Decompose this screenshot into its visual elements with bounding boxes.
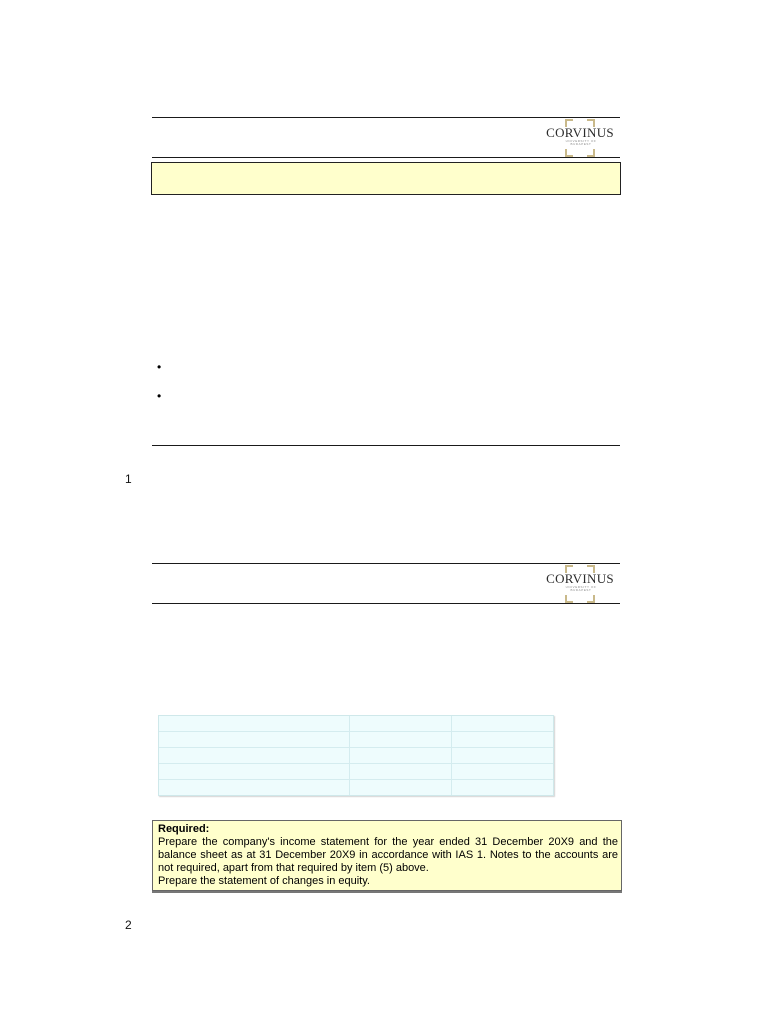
corvinus-logo	[544, 117, 620, 157]
table-row-divider	[159, 763, 553, 764]
header-rule-bottom	[152, 157, 620, 158]
required-body: Prepare the company's income statement for the year ended 31 December 20X9 and the balance sheet as at 31 December 20X9 in accordance with IAS 1. Notes to the accounts are not required, apart from that required by item (5) above.	[158, 836, 618, 874]
logo-bracket	[565, 595, 573, 603]
header-rule-bottom	[152, 603, 620, 604]
page-number: 2	[125, 918, 132, 932]
required-note	[152, 820, 622, 891]
table-row-divider	[159, 779, 553, 780]
title-box	[151, 162, 621, 195]
logo-subtitle: UNIVERSITY OF BUDAPEST	[565, 585, 597, 592]
data-table	[158, 715, 554, 796]
logo-wordmark: CORVINUS	[546, 571, 614, 586]
logo-subtitle: UNIVERSITY OF BUDAPEST	[565, 139, 597, 146]
table-row-divider	[159, 731, 553, 732]
logo-bracket	[587, 595, 595, 603]
corvinus-logo	[544, 563, 620, 603]
logo-bracket	[587, 149, 595, 157]
table-col-divider	[349, 716, 350, 795]
page-number: 1	[125, 472, 132, 486]
table-row-divider	[159, 747, 553, 748]
required-line-2: Prepare the statement of changes in equity.	[158, 875, 370, 887]
bullet-point: •	[157, 389, 162, 403]
logo-wordmark: CORVINUS	[546, 125, 614, 140]
table-col-divider	[451, 716, 452, 795]
logo-bracket	[565, 149, 573, 157]
footer-rule	[152, 445, 620, 446]
required-title: Required:	[158, 823, 210, 835]
bullet-point: •	[157, 360, 162, 374]
